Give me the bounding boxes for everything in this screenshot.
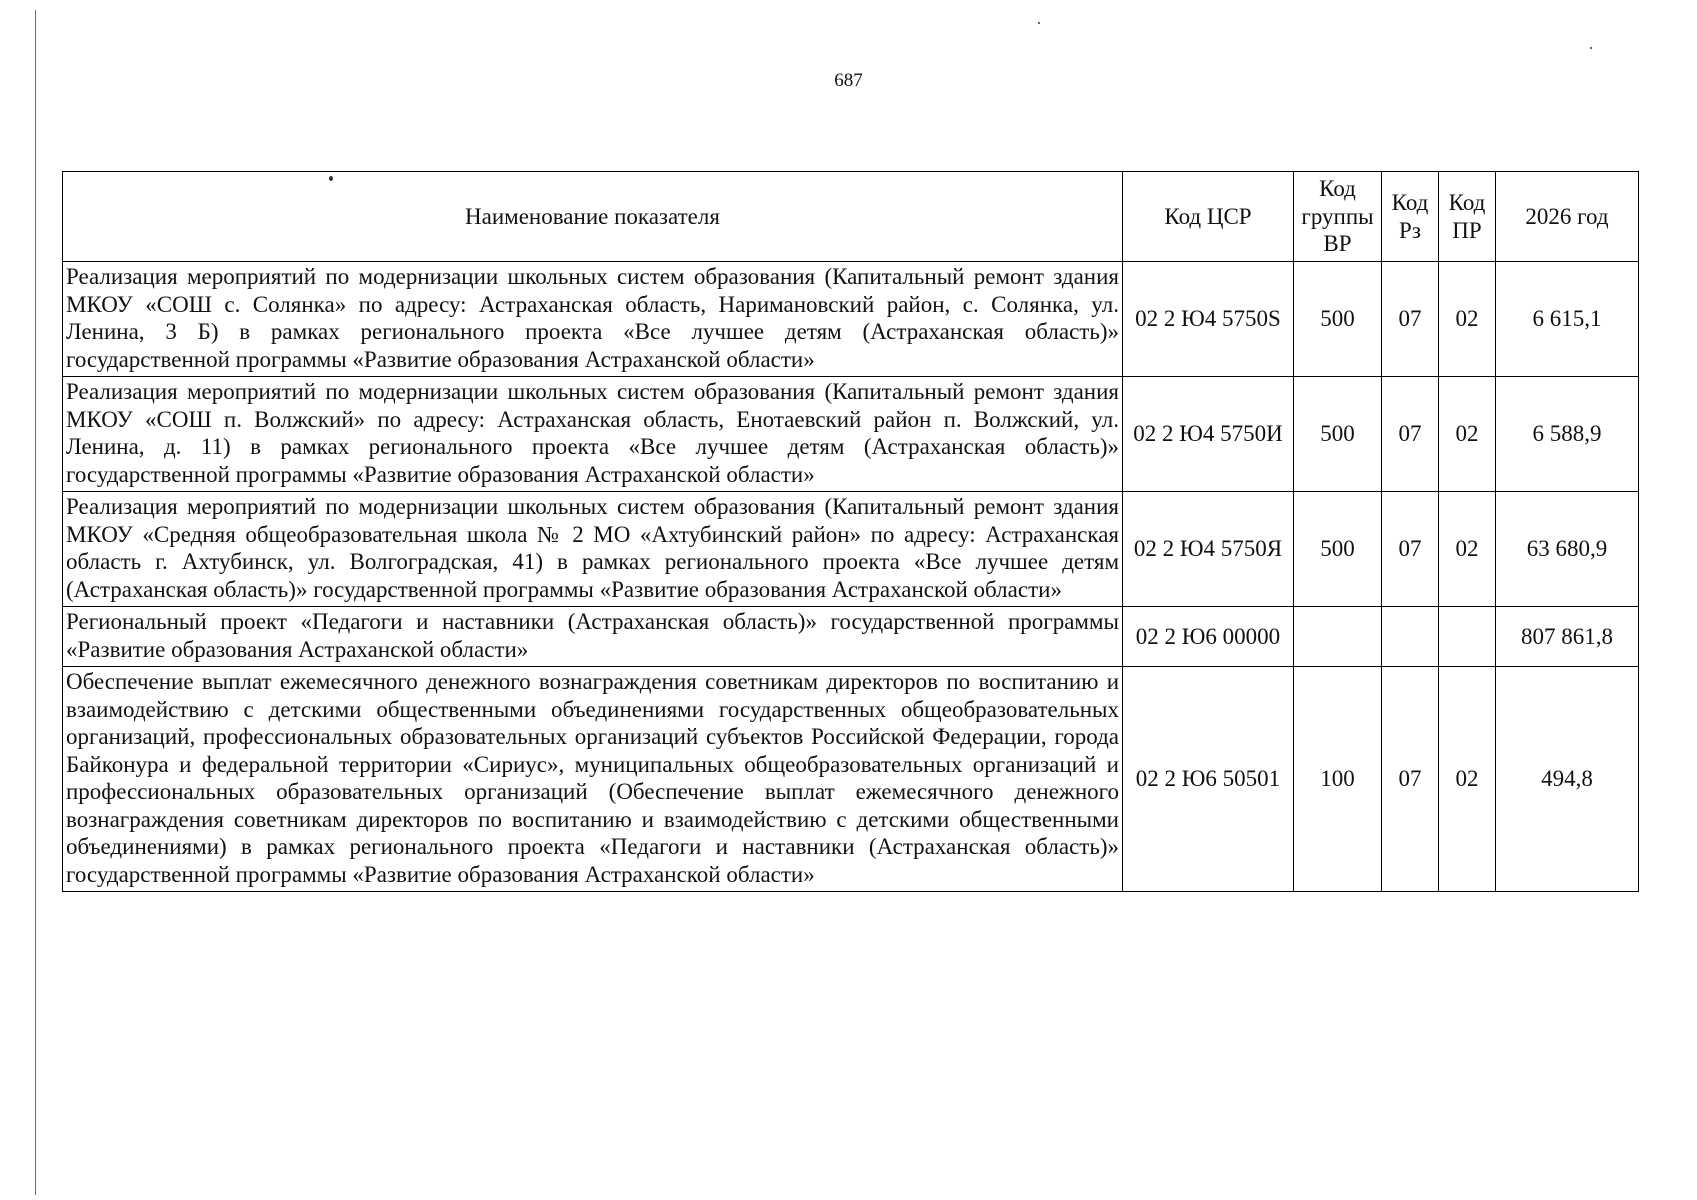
row-vr-code: 500 (1294, 377, 1382, 492)
row-name: Обеспечение выплат ежемесячного денежного вознаграждения советникам директоров по воспитанию и взаимодействию с детскими общественными объединениями государственных общеобразовательных организаций, профессиональных образовательных организаций субъектов Российской Федерации, города Байконура и федеральной территории «Сириус», муниципальных общеобразовательных организаций и профессиональных образовательных организаций (Обеспечение выплат ежемесячного денежного вознаграждения советникам директоров по воспитанию и взаимодействию с детскими общественными объединениями) в рамках регионального проекта «Педагоги и наставники (Астраханская область)» государственной программы «Развитие образования Астраханской области» (63, 667, 1123, 892)
row-rz-code (1382, 607, 1439, 667)
header-rz-code: Код Рз (1382, 172, 1439, 262)
row-vr-code: 500 (1294, 492, 1382, 607)
row-pr-code: 02 (1439, 667, 1496, 892)
row-amount: 6 615,1 (1496, 262, 1639, 377)
row-pr-code (1439, 607, 1496, 667)
header-vr-code: Код группы ВР (1294, 172, 1382, 262)
row-csr-code: 02 2 Ю4 5750Я (1123, 492, 1294, 607)
row-amount: 6 588,9 (1496, 377, 1639, 492)
row-name: Реализация мероприятий по модернизации школьных систем образования (Капитальный ремонт здания МКОУ «СОШ с. Солянка» по адресу: Астраханская область, Наримановский район, с. Солянка, ул. Ленина, 3 Б) в рамках регионального проекта «Все лучшее детям (Астраханская область)» государственной программы «Развитие образования Астраханской области» (63, 262, 1123, 377)
row-amount: 494,8 (1496, 667, 1639, 892)
table-header-row (63, 172, 1639, 262)
table-row (63, 607, 1639, 667)
row-name: Реализация мероприятий по модернизации школьных систем образования (Капитальный ремонт здания МКОУ «СОШ п. Волжский» по адресу: Астраханская область, Енотаевский район п. Волжский, ул. Ленина, д. 11) в рамках регионального проекта «Все лучшее детям (Астраханская область)» государственной программы «Развитие образования Астраханской области» (63, 377, 1123, 492)
header-csr-code: Код ЦСР (1123, 172, 1294, 262)
row-amount: 807 861,8 (1496, 607, 1639, 667)
row-csr-code: 02 2 Ю6 00000 (1123, 607, 1294, 667)
row-vr-code: 500 (1294, 262, 1382, 377)
row-vr-code: 100 (1294, 667, 1382, 892)
page-number: 687 (834, 70, 863, 91)
row-csr-code: 02 2 Ю6 50501 (1123, 667, 1294, 892)
budget-table (62, 171, 1639, 892)
table-row (63, 492, 1639, 607)
table-row (63, 667, 1639, 892)
row-rz-code: 07 (1382, 667, 1439, 892)
row-csr-code: 02 2 Ю4 5750И (1123, 377, 1294, 492)
row-pr-code: 02 (1439, 377, 1496, 492)
scan-speck (1038, 22, 1040, 24)
row-rz-code: 07 (1382, 492, 1439, 607)
row-rz-code: 07 (1382, 377, 1439, 492)
table-row (63, 377, 1639, 492)
page-edge-rule (35, 10, 36, 1195)
row-pr-code: 02 (1439, 492, 1496, 607)
header-pr-code: Код ПР (1439, 172, 1496, 262)
row-pr-code: 02 (1439, 262, 1496, 377)
row-vr-code (1294, 607, 1382, 667)
row-amount: 63 680,9 (1496, 492, 1639, 607)
header-name: Наименование показателя (63, 172, 1123, 262)
header-year-2026: 2026 год (1496, 172, 1639, 262)
table-row (63, 262, 1639, 377)
scan-speck (1590, 47, 1592, 49)
row-csr-code: 02 2 Ю4 5750S (1123, 262, 1294, 377)
row-rz-code: 07 (1382, 262, 1439, 377)
row-name: Региональный проект «Педагоги и наставники (Астраханская область)» государственной программы «Развитие образования Астраханской области» (63, 607, 1123, 667)
row-name: Реализация мероприятий по модернизации школьных систем образования (Капитальный ремонт здания МКОУ «Средняя общеобразовательная школа № 2 МО «Ахтубинский район» по адресу: Астраханская область г. Ахтубинск, ул. Волгоградская, 41) в рамках регионального проекта «Все лучшее детям (Астраханская область)» государственной программы «Развитие образования Астраханской области» (63, 492, 1123, 607)
